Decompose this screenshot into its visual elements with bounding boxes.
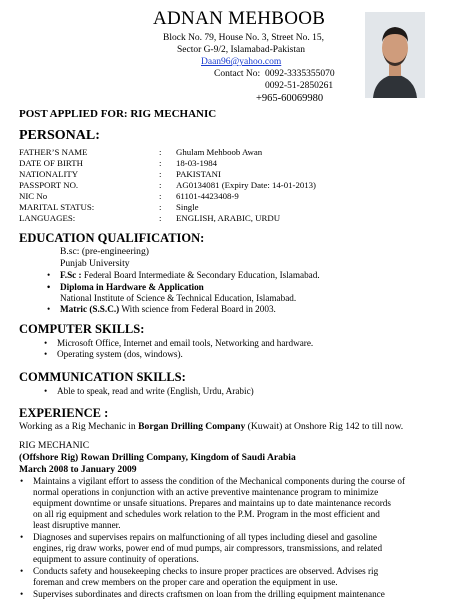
row-sep: : <box>159 180 162 190</box>
fsc-item <box>60 270 320 280</box>
intro-text-b: (Kuwait) at Onshore Rig 142 to till now. <box>245 421 404 432</box>
row-value: 18-03-1984 <box>176 158 218 168</box>
row-label: NATIONALITY <box>19 169 79 179</box>
duty-line: least disruptive manner. <box>33 520 121 530</box>
job-company: (Offshore Rig) Rowan Drilling Company, Kingdom of Saudi Arabia <box>19 452 296 463</box>
row-sep: : <box>159 191 162 201</box>
duty-line: equipment downtime or unsafe situations. Prepares and maintains up to date maintenance records <box>33 498 391 508</box>
row-label: PASSPORT NO. <box>19 180 79 190</box>
candidate-name: ADNAN MEHBOOB <box>153 8 326 29</box>
duty-line: • Maintains a vigilant effort to assess the condition of the Mechanical components during the course of <box>33 476 405 486</box>
computer-skill-item: • Microsoft Office, Internet and email tools, Networking and hardware. <box>57 338 313 348</box>
row-label: DATE OF BIRTH <box>19 158 83 168</box>
row-sep: : <box>159 202 162 212</box>
computer-heading: COMPUTER SKILLS: <box>19 322 145 336</box>
row-value: Ghulam Mehboob Awan <box>176 147 263 157</box>
duty-line: foreman and crew members on the proper care and operation the equipment in use. <box>33 577 338 587</box>
communication-heading: COMMUNICATION SKILLS: <box>19 370 186 384</box>
row-sep: : <box>159 158 162 168</box>
phone-3: +965-60069980 <box>256 93 324 104</box>
diploma-institute: National Institute of Science & Technical Education, Islamabad. <box>60 293 297 303</box>
duty-line: engines, rig draw works, power end of mud pumps, air compressors, transmissions, and related <box>33 543 383 553</box>
phone-1: 0092-3335355070 <box>265 69 335 79</box>
profile-photo <box>365 12 425 98</box>
duty-line: normal operations in conjunction with an active preventive maintenance program to minimize <box>33 487 379 497</box>
experience-heading: EXPERIENCE : <box>19 406 109 420</box>
duty-line: on all rig equipment and schedules work relation to the P.M. Program in the most efficient and <box>33 509 380 519</box>
row-value: AG0134081 (Expiry Date: 14-01-2013) <box>176 180 316 190</box>
row-value: Single <box>176 202 199 212</box>
job-title: RIG MECHANIC <box>19 440 90 451</box>
education-heading: EDUCATION QUALIFICATION: <box>19 231 205 245</box>
fsc-label: F.Sc : <box>60 270 82 280</box>
email-link[interactable]: Daan96@yahoo.com <box>201 57 282 67</box>
diploma-label: • Diploma in Hardware & Application <box>60 282 204 292</box>
duty-line: • Supervises subordinates and directs craftsmen on loan from the drilling equipment maintenance <box>33 589 385 599</box>
matric-label: Matric (S.S.C.) <box>60 304 120 314</box>
row-label: LANGUAGES: <box>19 213 76 223</box>
row-label: FATHER’S NAME <box>19 147 88 157</box>
contact-label: Contact No: <box>214 69 261 79</box>
row-sep: : <box>159 213 162 223</box>
post-applied: POST APPLIED FOR: RIG MECHANIC <box>19 108 217 120</box>
job-dates: March 2008 to January 2009 <box>19 464 137 475</box>
intro-text-a: Working as a Rig Mechanic in <box>19 421 139 432</box>
row-sep: : <box>159 147 162 157</box>
duty-line: • Diagnoses and supervises repairs on malfunctioning of all types including diesel and gasoline <box>33 532 377 542</box>
phone-2: 0092-51-2850261 <box>265 81 334 91</box>
row-label: NIC No <box>19 191 48 201</box>
fsc-text: Federal Board Intermediate & Secondary Education, Islamabad. <box>81 270 320 280</box>
duty-line: equipment to assure continuity of operations. <box>33 554 199 564</box>
row-value: 61101-4423408-9 <box>176 191 239 201</box>
address-line-2: Sector G-9/2, Islamabad-Pakistan <box>177 45 305 55</box>
row-label: MARITAL STATUS: <box>19 202 95 212</box>
intro-company: Borgan Drilling Company <box>138 421 246 432</box>
computer-skill-item: • Operating system (dos, windows). <box>57 349 183 359</box>
personal-heading: PERSONAL: <box>19 128 100 143</box>
matric-item <box>60 304 276 314</box>
duty-line: • Conducts safety and housekeeping checks to insure proper practices are observed. Advises rig <box>33 566 378 576</box>
experience-intro <box>19 421 403 432</box>
bsc-line: B.sc: (pre-engineering) <box>60 246 149 257</box>
row-sep: : <box>159 169 162 179</box>
university-line: Punjab University <box>60 258 130 269</box>
communication-skill-item: • Able to speak, read and write (English, Urdu, Arabic) <box>57 386 254 396</box>
matric-text: With science from Federal Board in 2003. <box>119 304 276 314</box>
address-line-1: Block No. 79, House No. 3, Street No. 15, <box>163 33 324 43</box>
row-value: PAKISTANI <box>176 169 221 179</box>
row-value: ENGLISH, ARABIC, URDU <box>176 213 281 223</box>
